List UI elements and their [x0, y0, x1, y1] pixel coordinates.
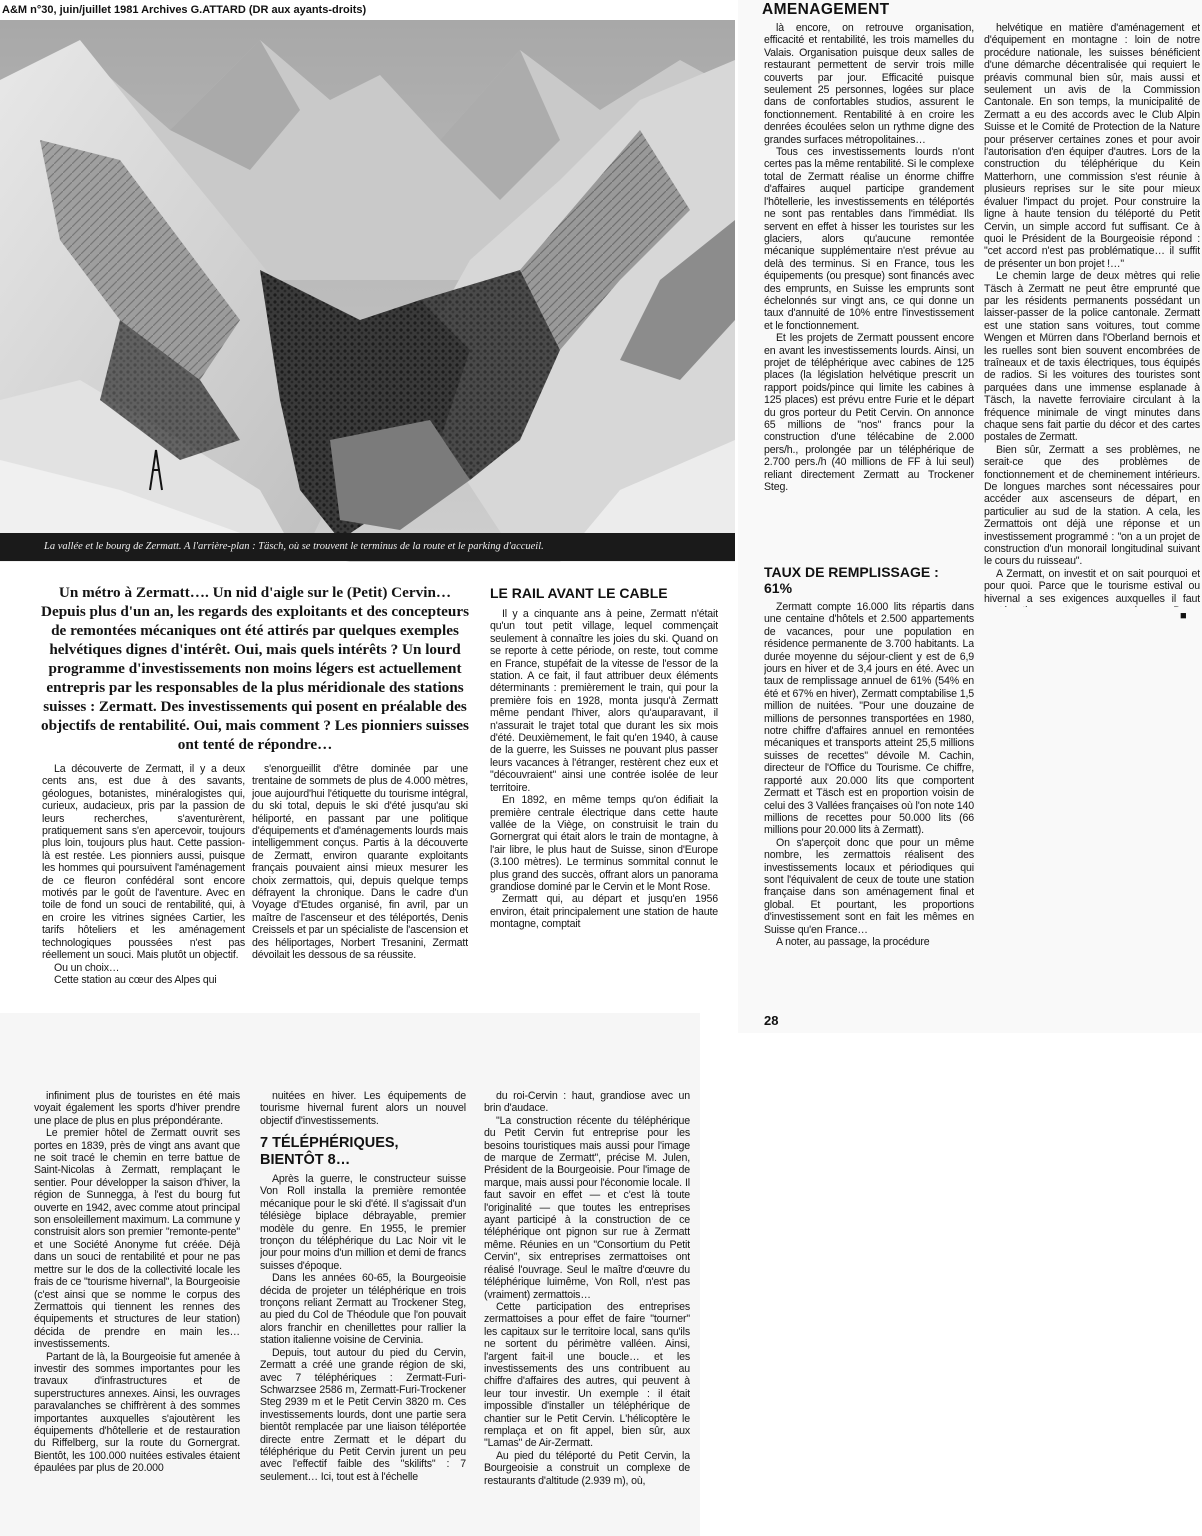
paragraph: Et les projets de Zermatt poussent encore en avant les investissements lourds. Ainsi, un projet de téléphérique avec cabines de 125 places (la législation helvétique prescrit un rapport poids/pince qui limite les cabines à 125 places) est prévu entre Furie et le départ du gros porteur du Petit Cervin. On annonce 65 millions de "nos" francs pour la construction d'une télécabine de 2.000 pers/h., prolongée par un téléphérique de 2.700 pers./h (40 millions de FF à lui seul) reliant directement Zermatt au Trockener Steg. — [764, 332, 974, 494]
paragraph: En 1892, en même temps qu'on édifiait la première centrale électrique dans cette haute vallée de la Viège, on construisit le train du Gornergrat qui était alors le train de montagne, à l'air libre, le plus haut de Suisse, sinon d'Europe (3.100 mètres). Le terminus sommital connut le plus grand des succès, offrant alors un panorama grandiose dominé par le Cervin et le Mont Rose. — [490, 794, 718, 893]
paragraph: Il y a cinquante ans à peine, Zermatt n'était qu'un tout petit village, lequel commençait seulement à connaître les joies du ski. Quand on se reporte à cette période, on reste, tout comme en France, stupéfait de la vitesse de l'essor de la station. A ce fait, il faut attribuer deux éléments déterminants : premièrement le train, qui pour la première fois en 1928, monta jusqu'à Zermatt même pendant l'hiver, alors qu'auparavant, il n'assurait le trajet total que durant les six mois d'été. Deuxièmement, le fait qu'en 1940, à cause de la guerre, les Suisses ne pouvant plus passer leurs vacances à l'étranger, restèrent chez eux et "découvraient" ainsi une contrée isolée de leur territoire. — [490, 608, 718, 794]
paragraph: A noter, au passage, la procédure — [776, 935, 930, 948]
archive-credit: A&M n°30, juin/juillet 1981 Archives G.ATTARD (DR aux ayants-droits) — [0, 0, 735, 20]
paragraph: du roi-Cervin : haut, grandiose avec un brin d'audace. — [484, 1090, 690, 1115]
column-8 — [484, 1090, 690, 1530]
section-heading-rail: LE RAIL AVANT LE CABLE — [490, 585, 668, 601]
article-intro: Un métro à Zermatt…. Un nid d'aigle sur le (Petit) Cervin… Depuis plus d'un an, les regards des exploitants et des concepteurs de remontées mécaniques ont été attirés par quelques exemples helvétiques dignes d'intérêt. Oui, mais quels intérêts ? Un lourd programme d'investissements non moins légers est actuellement entrepris par les responsables de la plus méridionale des stations suisses : Zermatt. Des investissements qui posent en préalable des objectifs de rentabilité. Oui, mais comment ? Les pionniers suisses ont tenté de répondre… — [41, 584, 469, 753]
column-4-top — [764, 22, 974, 562]
end-mark: ■ — [1180, 610, 1187, 622]
column-4-bottom — [764, 601, 974, 1011]
column-7-top — [260, 1090, 466, 1130]
paragraph: helvétique en matière d'aménagement et d'équipement en montagne : loin de notre procédure nationale, les suisses bénéficient d'une démarche décentralisée qui requiert le préavis communal bien sûr, mais aussi et seulement un avis de la Commission Cantonale. En son temps, la municipalité de Zermatt a eu des accords avec le Club Alpin Suisse et le Comité de Protection de la Nature pour préserver certaines zones et pour avoir l'autorisation d'en équiper d'autres. Lors de la construction du téléphérique du Kein Matterhorn, une commission s'est réunie à plusieurs reprises sur le site pour mieux évaluer l'impact du projet. Pour construire la ligne à haute tension du téléporté du Petit Cervin, un simple accord fut suffisant. Ce à quoi le Président de la Bourgeoisie répond : "cet accord n'est pas problématique… il suffit de présenter un bon projet !…" — [984, 22, 1200, 270]
paragraph: Le chemin large de deux mètres qui relie Täsch à Zermatt ne peut être emprunté que par les résidents permanents possédant un laisser-passer de la police cantonale. Zermatt est une station sans voitures, tout comme Wengen et Mürren dans l'Oberland bernois et les ruelles sont bien souvent encombrées de traîneaux et de taxis électriques, tous équipés de radios. Si les voitures des touristes sont parquées dans une immense esplanade à Täsch, la navette ferroviaire circulant à la fréquence minimale de vingt minutes dans chaque sens fait partie du décor et des cartes postales de Zermatt. — [984, 270, 1200, 444]
paragraph: Ou un choix… — [54, 961, 120, 974]
paragraph: Cette participation des entreprises zermattoises a pour effet de faire "tourner" les capitaux sur le territoire local, sans qu'ils ne sortent du périmètre valléen. Ainsi, l'argent fait-il une boucle… et les investissements des uns contribuent au chiffre d'affaires des autres, qui peuvent à leur tour investir. Un exemple : il était impossible d'installer un téléphérique de chantier sur le Petit Cervin. L'hélicoptère le remplaça et on fit appel, bien sûr, aux "Lamas" de Air-Zermatt. — [484, 1300, 690, 1450]
mountain-photo-illustration — [0, 20, 735, 562]
section-heading-remplissage: TAUX DE REMPLISSAGE : 61% — [764, 564, 939, 596]
column-7-bottom — [260, 1173, 466, 1530]
section-heading-telepheriques: 7 TÉLÉPHÉRIQUES, BIENTÔT 8… — [260, 1135, 399, 1168]
paragraph: s'enorgueillit d'être dominée par une trentaine de sommets de plus de 4.000 mètres, joue aujourd'hui l'étiquette du tourisme intégral, du ski total, depuis le ski d'été jusqu'au ski héliporté, en passant par une politique d'équipements et d'aménagements lourds mais intelligemment conçus. Partis à la découverte de Zermatt, environ quarante exploitants français pouvaient ainsi mieux mesurer les choix zermattois, qui, depuis quelque temps défrayent la chronique. Dans le cadre d'un Voyage d'Etudes organisé, fin avril, par un maître de l'ascenseur et des téléportés, Denis Creissels et par un spécialiste de l'ascension et des héliportages, Norbert Tresanini, Zermatt dévoilait les dessous de sa réussite. — [252, 763, 468, 962]
paragraph: nuitées en hiver. Les équipements de tourisme hivernal furent alors un nouvel objectif d'investissements. — [260, 1090, 466, 1127]
column-6 — [34, 1090, 240, 1530]
paragraph: La découverte de Zermatt, il y a deux cents ans, est due à des savants, géologues, botanistes, minéralogistes qui, curieux, audacieux, pris par la passion de leurs recherches, s'aventurèrent, pratiquement sans s'en apercevoir, toujours plus loin, toujours plus haut. Cette passion-là est restée. Les pionniers aussi, puisque les hommes qui poursuivent l'aménagement de ce fleuron confédéral sont encore motivés par le goût de l'aventure. Avec en toile de fond un souci de rentabilité, qui, à en croire les vitrines signées Cartier, les tarifs hôteliers et les aménagement technologiques poussées n'est pas réellement un souci. Mais plutôt un objectif. — [42, 763, 245, 962]
paragraph: Tous ces investissements lourds n'ont certes pas la même rentabilité. Si le complexe total de Zermatt réalise un énorme chiffre d'affaires auquel participe grandement l'hôtellerie, les investissements en téléportés ne sont pas rentables dans l'immédiat. Ils servent en effet à hisser les touristes sur les glaciers, alors qu'aucune remontée mécanique supplémentaire n'est prévue au delà des terminus. Si en France, tous les équipements (ou presque) sont financés avec des emprunts, en Suisse les emprunts sont échelonnés sur vingt ans, ce qui donne un taux d'annuité de 10% entre l'investissement et le fonctionnement. — [764, 146, 974, 332]
valley-photo — [0, 20, 735, 562]
column-2 — [252, 763, 468, 1013]
paragraph: infiniment plus de touristes en été mais voyait également les sports d'hiver prendre une place de plus en plus prépondérante. — [34, 1090, 240, 1127]
column-5 — [984, 22, 1200, 607]
paragraph: Cette station au cœur des Alpes qui — [54, 973, 217, 986]
paragraph: Au pied du téléporté du Petit Cervin, la Bourgeoisie a construit un complexe de restaurants d'altitude (2.939 m), où, — [484, 1449, 690, 1487]
paragraph: Zermatt compte 16.000 lits répartis dans une centaine d'hôtels et 2.500 appartements de vacances, pour une population en résidence permanente de 3.700 habitants. La durée moyenne du séjour-client y est de 6,9 jours en hiver et de 3,4 jours en été. Avec un taux de remplissage annuel de 61% (54% en été et 67% en hiver), Zermatt comptabilise 1,5 million de nuitées. "Pour une douzaine de millions de personnes transportées en 1980, notre chiffre d'affaires annuel en remontées mécaniques et transports atteint 25,5 millions suisses de recettes" dévoile M. Cachin, directeur de l'Office du Tourisme. Ce chiffre, rapporté aux 20.000 lits que comportent Zermatt et Täsch est en proportion voisin de celui des 3 Vallées françaises où l'on note 140 millions de recettes pour 50.000 lits (66 millions pour 20.000 lits à Zermatt). — [764, 601, 974, 837]
section-label: AMENAGEMENT — [762, 1, 890, 18]
photo-caption: La vallée et le bourg de Zermatt. A l'arrière-plan : Täsch, où se trouvent le terminus de la route et le parking d'accueil. — [0, 533, 735, 561]
paragraph: Après la guerre, le constructeur suisse Von Roll installa la première remontée mécanique pour le ski d'été. Il s'agissait d'un télésiège biplace débrayable, premier modèle du genre. En 1955, le premier tronçon du téléphérique du Lac Noir vit le jour pour moins d'un million et demi de francs suisses d'époque. — [260, 1173, 466, 1272]
column-3 — [490, 608, 718, 1013]
page-number: 28 — [764, 1013, 779, 1028]
paragraph: Dans les années 60-65, la Bourgeoisie décida de projeter un téléphérique en trois tronçons reliant Zermatt au Trockener Steg, au pied du Col de Théodule que l'on pouvait alors franchir en chenillettes pour rallier la station italienne voisine de Cervinia. — [260, 1272, 466, 1347]
paragraph: Bien sûr, Zermatt a ses problèmes, ne serait-ce que des problèmes de fonctionnement et de cheminement intérieurs. De longues marches sont nécessaires pour accéder aux ascenseurs de départ, en particulier au sud de la station. A cela, les Zermattois ont déjà une réponse et un investissement programmé : "on a un projet de construction d'un monorail longitudinal suivant le cours du ruisseau". — [984, 443, 1200, 568]
paragraph: Depuis, tout autour du pied du Cervin, Zermatt a créé une grande région de ski, avec 7 téléphériques : Zermatt-Furi-Schwarzsee 2586 m, Zermatt-Furi-Trockener Steg 2939 m et le Petit Cervin 3820 m. Ces investissements lourds, dont une partie sera bientôt remplacée par une liaison téléportée directe entre Zermatt et le départ du téléphérique du Petit Cervin jurent un peu avec l'effectif faible des "skilifts" : 7 seulement… Ici, tout est à l'échelle — [260, 1346, 466, 1483]
paragraph: Zermatt qui, au départ et jusqu'en 1956 environ, était principalement une station de haute montagne, comptait — [490, 893, 718, 931]
paragraph: là encore, on retrouve organisation, efficacité et rentabilité, les trois mamelles du Valais. Organisation puisque deux salles de restaurant permettent de servir trois mille couverts par jour. Efficacité puisque seulement 25 personnes, logées sur place dans de confortables studios, assurent le fonctionnement. Rentabilité à en croire les denrées écoulées selon un rythme digne des grandes surfaces métropolitaines… — [764, 22, 974, 146]
paragraph: "La construction récente du téléphérique du Petit Cervin fut entreprise pour les besoins touristiques mais aussi pour l'image de marque de Zermatt", précise M. Julen, Président de la Bourgeoisie. Pour l'image de marque, mais aussi pour l'économie locale. Il faut savoir en effet — et c'est là toute l'originalité — que toutes les entreprises ayant participé à la construction de ce téléphérique ont pignon sur rue à Zermatt même. Réunies en un "Consortium du Petit Cervin", six entreprises zermattoises ont réalisé l'ouvrage. Seul le maître d'œuvre du téléphérique luimême, Von Roll, n'est pas (vraiment) zermattois… — [484, 1114, 690, 1301]
paragraph: Partant de là, la Bourgeoisie fut amenée à investir des sommes importantes pour les travaux d'infrastructures et de superstructures annexes. Ainsi, les ouvrages paravalanches se chiffrèrent à des sommes importantes auxquelles s'ajoutèrent les équipements d'hôtellerie et de restauration du Riffelberg, sur la route du Gornergrat. Bientôt, les 100.000 nuitées estivales étaient épaulées par plus de 20.000 — [34, 1350, 240, 1475]
paragraph: On s'aperçoit donc que pour un même nombre, les zermattois réalisent des investissements locaux et périodiques qui sont l'équivalent de ceux de toute une station française dans son aménagement final et global. Et pourtant, les proportions d'investissement sont en fait les mêmes en Suisse qu'en France… — [764, 836, 974, 936]
paragraph: A Zermatt, on investit et on sait pourquoi et pour quoi. Parce que le tourisme estival ou hivernal a ses exigences auxquelles il faut — [984, 567, 1200, 605]
column-1 — [42, 763, 245, 1013]
paragraph: Le premier hôtel de Zermatt ouvrit ses portes en 1839, près de vingt ans avant que ne soit tracé le chemin en terre battue de Saint-Nicolas à Zermatt, remplaçant le sentier. Pour développer la saison d'hiver, la région de Sunnegga, à l'est du bourg fut ouverte en 1942, avec comme atout principal son ensoleillement maximum. La commune y construisit alors son premier "remonte-pente" et une Société Anonyme fut créée. Déjà dans un souci de rentabilité et pour ne pas mettre sur le dos de la collectivité locale les frais de ce "tourisme hivernal", la Bourgeoisie (c'est ainsi que se nomme le corpus des Zermattois qui tiennent les rennes des équipements et structures de leur station) décida de prendre en main les… investissements. — [34, 1127, 240, 1351]
